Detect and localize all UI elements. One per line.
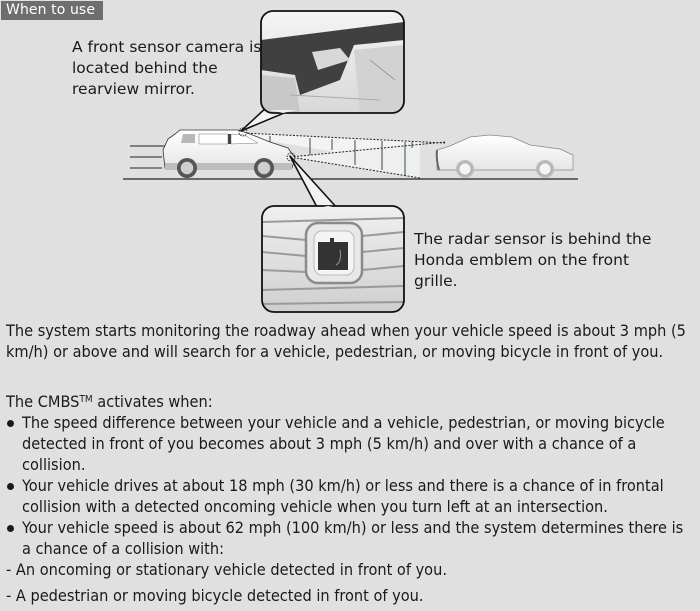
intro-text: The system starts monitoring the roadway ahead when your vehicle speed is about 3 mph (5 km/h) or above and will search for a vehicle, pedestrian, or moving bicycle in front of you. (6, 321, 686, 361)
radar-callout-text: The radar sensor is behind the Honda emblem on the front grille. (414, 230, 652, 290)
condition-bullet: Your vehicle drives at about 18 mph (30 km/h) or less and there is a chance of in frontal collision with a detected oncoming vehicle when you turn left at an intersection. (6, 475, 696, 517)
condition-bullet: Your vehicle speed is about 62 mph (100 km/h) or less and the system determines there is a chance of a collision with: (6, 517, 696, 559)
intro-paragraph (6, 320, 696, 362)
camera-closeup-image (261, 11, 404, 113)
bullet-icon (7, 525, 14, 532)
target-vehicle-sedan (437, 135, 573, 178)
collision-sub-item: - An oncoming or stationary vehicle detected in front of you. (6, 560, 447, 579)
motion-lines (130, 146, 168, 168)
section-tag-when-to-use: When to use (1, 1, 103, 20)
camera-callout-text: A front sensor camera is located behind the rearview mirror. (72, 38, 262, 98)
condition-bullet: The speed difference between your vehicle and a vehicle, pedestrian, or moving bicycle detected in front of you becomes about 3 mph (5 km/h) and over with a chance of a collision. (6, 412, 696, 475)
activation-conditions (6, 389, 696, 606)
activation-lead: The CMBS™ activates when: (6, 392, 213, 411)
bullet-icon (7, 420, 14, 427)
radar-closeup-image (262, 206, 404, 312)
collision-sub-item: - A pedestrian or moving bicycle detected in front of you. (6, 586, 424, 605)
trademark-mark: TM (79, 394, 93, 405)
radar-callout-pointer (290, 156, 338, 209)
bullet-icon (7, 483, 14, 490)
